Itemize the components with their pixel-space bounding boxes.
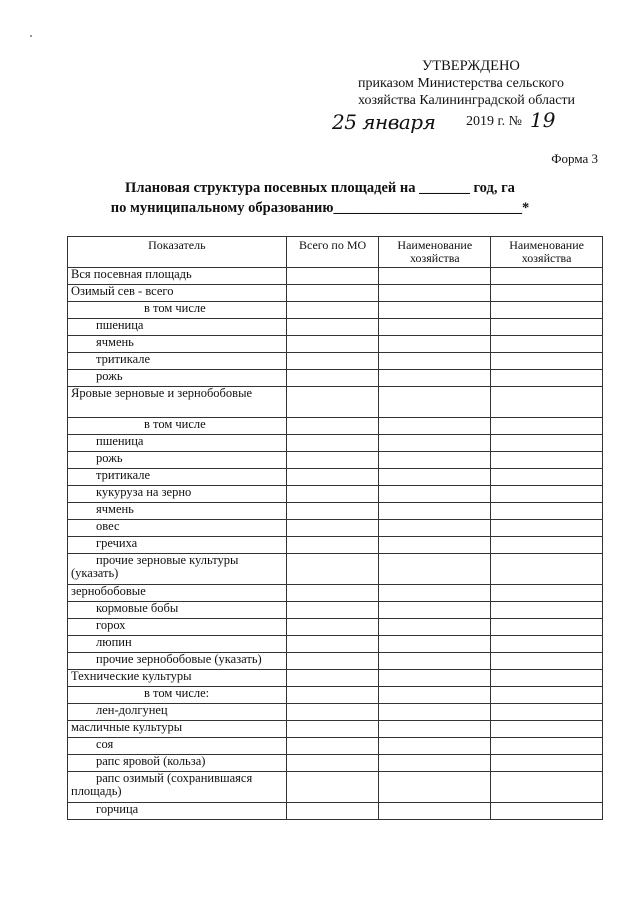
cell-total-mo[interactable] [286,353,379,370]
cell-total-mo[interactable] [286,755,379,772]
row-label: тритикале [68,469,287,486]
row-label: прочие зернобобовые (указать) [68,653,287,670]
header-total-mo: Всего по МО [286,237,379,268]
document-title-line-1: Плановая структура посевных площадей на _______ год, га [125,180,515,196]
table-row [68,435,603,452]
cell-farm-1[interactable] [379,772,491,803]
row-label: прочие зерновые культуры (указать) [68,554,287,585]
cell-total-mo[interactable] [286,520,379,537]
cell-farm-1[interactable] [379,503,491,520]
cell-farm-2[interactable] [491,268,603,285]
cell-total-mo[interactable] [286,554,379,585]
table-row [68,469,603,486]
cell-farm-2[interactable] [491,537,603,554]
cell-total-mo[interactable] [286,704,379,721]
cell-total-mo[interactable] [286,503,379,520]
cell-farm-2[interactable] [491,636,603,653]
header-farm-name-2: Наименование хозяйства [491,237,603,268]
row-label: лен-долгунец [68,704,287,721]
handwritten-date: 25 января [332,110,436,134]
row-label: кукуруза на зерно [68,486,287,503]
cell-farm-1[interactable] [379,418,491,435]
header-farm-name-1: Наименование хозяйства [379,237,491,268]
row-label: рожь [68,370,287,387]
printed-date: 2019 г. № [466,114,523,129]
cell-farm-2[interactable] [491,302,603,319]
cell-total-mo[interactable] [286,653,379,670]
cell-total-mo[interactable] [286,636,379,653]
cell-farm-2[interactable] [491,452,603,469]
row-label: рапс яровой (кольза) [68,755,287,772]
row-label: горчица [68,803,287,820]
approval-line-2: хозяйства Калининградской области [358,93,576,108]
cell-farm-2[interactable] [491,803,603,820]
row-label: овес [68,520,287,537]
approval-date-line [328,110,578,136]
cell-farm-2[interactable] [491,653,603,670]
cell-total-mo[interactable] [286,336,379,353]
cell-farm-1[interactable] [379,353,491,370]
table-row [68,387,603,418]
cell-farm-2[interactable] [491,486,603,503]
cell-total-mo[interactable] [286,370,379,387]
table-row [68,738,603,755]
row-label: Технические культуры [68,670,287,687]
table-row [68,772,603,803]
cell-total-mo[interactable] [286,619,379,636]
cell-total-mo[interactable] [286,687,379,704]
cell-farm-2[interactable] [491,687,603,704]
cell-total-mo[interactable] [286,537,379,554]
cell-farm-2[interactable] [491,336,603,353]
row-label: горох [68,619,287,636]
row-label: пшеница [68,435,287,452]
table-row [68,653,603,670]
cell-farm-1[interactable] [379,721,491,738]
cell-total-mo[interactable] [286,435,379,452]
cell-total-mo[interactable] [286,772,379,803]
row-label: в том числе [68,302,287,319]
cell-farm-1[interactable] [379,636,491,653]
cell-farm-2[interactable] [491,503,603,520]
cell-total-mo[interactable] [286,670,379,687]
table-row [68,755,603,772]
cell-total-mo[interactable] [286,387,379,418]
cell-farm-1[interactable] [379,687,491,704]
cell-total-mo[interactable] [286,486,379,503]
cell-total-mo[interactable] [286,418,379,435]
cell-farm-1[interactable] [379,704,491,721]
crop-structure-table [67,236,603,820]
table-row [68,353,603,370]
table-row [68,602,603,619]
row-label: тритикале [68,353,287,370]
cell-total-mo[interactable] [286,319,379,336]
row-label: гречиха [68,537,287,554]
cell-total-mo[interactable] [286,721,379,738]
cell-farm-1[interactable] [379,520,491,537]
table-row [68,585,603,602]
cell-farm-1[interactable] [379,653,491,670]
cell-farm-1[interactable] [379,803,491,820]
cell-total-mo[interactable] [286,585,379,602]
cell-total-mo[interactable] [286,602,379,619]
cell-farm-1[interactable] [379,302,491,319]
cell-farm-2[interactable] [491,772,603,803]
table-row [68,619,603,636]
table-row [68,268,603,285]
approval-title: УТВЕРЖДЕНО [422,58,520,74]
row-label: рожь [68,452,287,469]
table-row [68,670,603,687]
table-row [68,636,603,653]
cell-farm-1[interactable] [379,370,491,387]
cell-total-mo[interactable] [286,738,379,755]
cell-farm-1[interactable] [379,469,491,486]
row-label: кормовые бобы [68,602,287,619]
document-title-line-2: по муниципальному образованию__________________________* [110,200,530,216]
table-row [68,687,603,704]
cell-farm-2[interactable] [491,520,603,537]
cell-farm-1[interactable] [379,319,491,336]
cell-farm-2[interactable] [491,418,603,435]
cell-farm-1[interactable] [379,602,491,619]
row-label: зернобобовые [68,585,287,602]
scan-speck [30,35,32,37]
cell-farm-1[interactable] [379,755,491,772]
cell-farm-2[interactable] [491,469,603,486]
table-row [68,554,603,585]
cell-farm-1[interactable] [379,268,491,285]
cell-farm-1[interactable] [379,585,491,602]
row-label: Вся посевная площадь [68,268,287,285]
row-label: в том числе [68,418,287,435]
table-row [68,452,603,469]
row-label: ячмень [68,336,287,353]
cell-total-mo[interactable] [286,268,379,285]
cell-farm-2[interactable] [491,738,603,755]
table-row [68,503,603,520]
cell-farm-1[interactable] [379,435,491,452]
table-row [68,418,603,435]
cell-farm-1[interactable] [379,486,491,503]
cell-total-mo[interactable] [286,302,379,319]
row-label: рапс озимый (сохранившаяся площадь) [68,772,287,803]
cell-farm-2[interactable] [491,721,603,738]
cell-total-mo[interactable] [286,452,379,469]
table-row [68,319,603,336]
cell-farm-2[interactable] [491,319,603,336]
cell-farm-1[interactable] [379,619,491,636]
cell-farm-2[interactable] [491,755,603,772]
row-label: пшеница [68,319,287,336]
row-label: Яровые зерновые и зернобобовые [68,387,287,418]
cell-farm-1[interactable] [379,387,491,418]
header-indicator: Показатель [68,237,287,268]
table-row [68,370,603,387]
cell-farm-2[interactable] [491,370,603,387]
table-row [68,704,603,721]
cell-farm-2[interactable] [491,554,603,585]
approval-line-1: приказом Министерства сельского [358,76,564,91]
table-row [68,803,603,820]
table-row [68,537,603,554]
table-row [68,486,603,503]
cell-farm-2[interactable] [491,353,603,370]
cell-farm-2[interactable] [491,704,603,721]
cell-farm-2[interactable] [491,285,603,302]
cell-farm-2[interactable] [491,435,603,452]
row-label: масличные культуры [68,721,287,738]
cell-total-mo[interactable] [286,469,379,486]
cell-farm-2[interactable] [491,585,603,602]
table-row [68,721,603,738]
form-label: Форма 3 [551,151,598,166]
table-row [68,302,603,319]
cell-farm-2[interactable] [491,387,603,418]
cell-total-mo[interactable] [286,803,379,820]
cell-farm-2[interactable] [491,619,603,636]
cell-farm-1[interactable] [379,285,491,302]
cell-farm-1[interactable] [379,452,491,469]
table-row [68,336,603,353]
row-label: Озимый сев - всего [68,285,287,302]
row-label: ячмень [68,503,287,520]
cell-farm-1[interactable] [379,537,491,554]
row-label: люпин [68,636,287,653]
cell-farm-1[interactable] [379,554,491,585]
row-label: в том числе: [68,687,287,704]
cell-farm-1[interactable] [379,336,491,353]
handwritten-number: 19 [530,108,556,132]
table-header-row [68,237,603,268]
table-row [68,520,603,537]
approval-block [300,58,600,109]
cell-farm-2[interactable] [491,670,603,687]
cell-farm-1[interactable] [379,738,491,755]
cell-farm-2[interactable] [491,602,603,619]
table-row [68,285,603,302]
row-label: соя [68,738,287,755]
cell-total-mo[interactable] [286,285,379,302]
cell-farm-1[interactable] [379,670,491,687]
